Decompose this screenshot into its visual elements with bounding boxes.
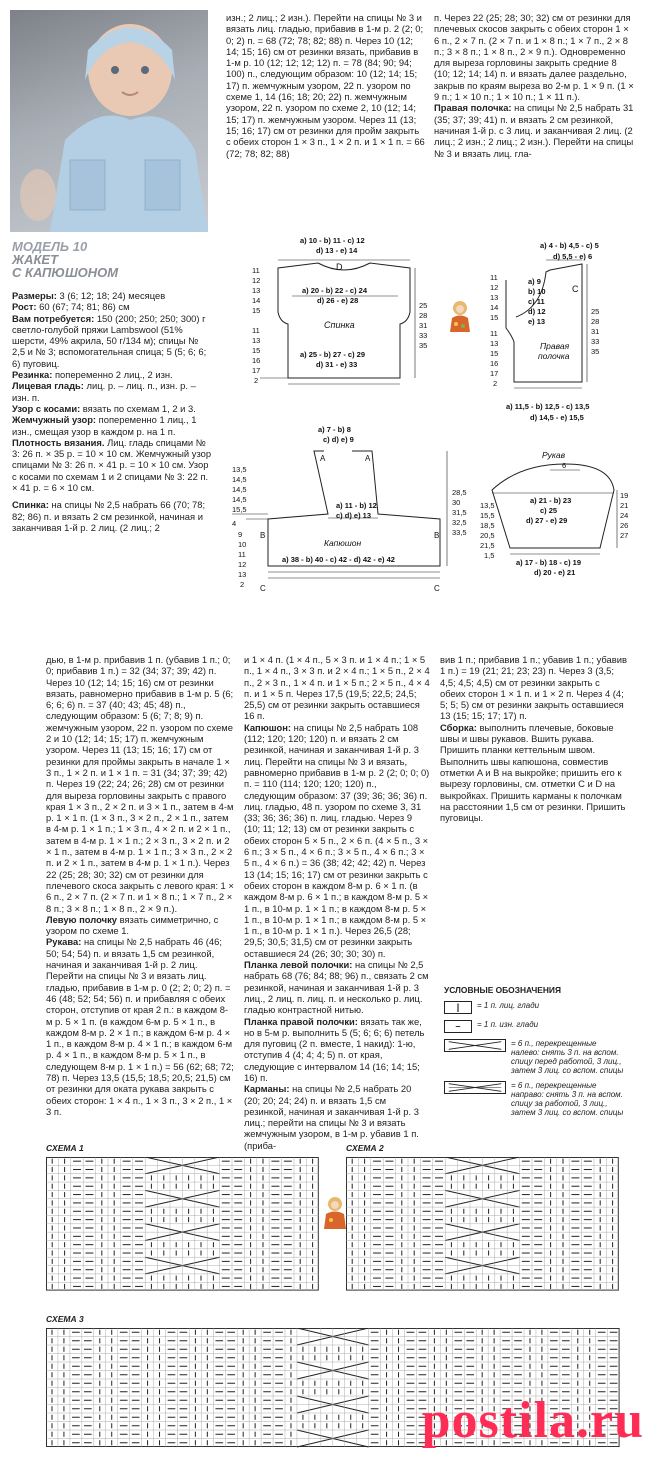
sleeve-mid-1: a) 21 - b) 23 — [530, 496, 572, 505]
front-inner-4: e) 13 — [528, 317, 546, 326]
pattern-schematics — [220, 232, 640, 622]
need-label: Вам потребуется: — [12, 312, 95, 324]
sleeve-six: 6 — [562, 461, 567, 470]
hood-left2-2: 11 — [238, 550, 246, 559]
front-bot-2: d) 14,5 - e) 15,5 — [530, 413, 584, 422]
knit-symbol: | — [444, 1001, 472, 1014]
hood-a-left: A — [320, 454, 326, 463]
hood-right-0: 28,5 — [452, 488, 467, 497]
top-column-2 — [226, 12, 426, 212]
back-text-end: п. Через 22 (25; 28; 30; 32) см от резинки для плечевых скосов закрыть с обеих сторон 1 × 6 п., 2 × 7 п. (2 × 7 п. и 1 × 8 п.; 1 × 7 п., 2 × 8 п.; 3 × 8 п.; 1 × 8 п., 2 × 9 п.). Одновременно для выреза горловины закрыть средние 8 (10; 12; 14; 14) п. и вязать далее раздельно, закрыв по краям выреза во 2-м р. 1 × 9 п. (1 × 9 п.; 1 × 10 п.; 1 × 10 п.; 1 × 11 п.). — [434, 12, 634, 103]
legend — [444, 985, 624, 1123]
height-text: 60 (67; 74; 81; 86) см — [36, 301, 130, 313]
hood-c-left: C — [260, 584, 266, 593]
back-label: Спинка: — [12, 499, 49, 511]
sleeve-bot-2: d) 20 - e) 21 — [534, 568, 576, 577]
top-column-3 — [434, 12, 634, 212]
watermark: postila.ru — [421, 1392, 644, 1449]
hood-top-1: a) 7 - b) 8 — [318, 425, 351, 434]
hood-left-3: 14,5 — [232, 495, 247, 504]
back-title: Спинка — [324, 320, 355, 330]
cable-right-symbol — [444, 1081, 506, 1094]
left-band-label: Планка левой полочки: — [244, 959, 353, 971]
hood-c-right: C — [434, 584, 440, 593]
sleeve-right-2: 24 — [620, 511, 629, 520]
back-text: на спицы № 2,5 набрать 66 (70; 78; 82; 86) п. и вязать 2 см резинкой, начиная и заканчивая 1-й р. 2 лиц. (2 лиц.; 2 — [12, 499, 206, 533]
hood-bot: a) 38 - b) 40 - c) 42 - d) 42 - e) 42 — [282, 555, 395, 564]
right-front-label: Правая полочка: — [434, 102, 512, 114]
cable-text: вязать по схемам 1, 2 и 3. — [80, 402, 196, 414]
sleeve-right-3: 26 — [620, 521, 629, 530]
front-top-1: a) 4 - b) 4,5 - c) 5 — [540, 241, 599, 250]
front-right-1: 28 — [591, 317, 600, 326]
mid-column-3 — [440, 654, 628, 914]
sleeve-title: Рукав — [542, 450, 566, 460]
front-left2-2: 15 — [490, 349, 499, 358]
legend-cable-right: = 6 п., перекрещенные направо: снять 3 п. на вспом. спицу за работой, 3 лиц., затем 3 лиц. со вспом. спицы — [511, 1081, 624, 1117]
sleeve-label: Рукава: — [46, 936, 82, 948]
gauge-label: Плотность вязания. — [12, 436, 105, 448]
hood-schematic — [232, 425, 467, 593]
hood-a-right: A — [365, 454, 371, 463]
mid-column-1 — [46, 654, 234, 1214]
legend-knit: = 1 п. лиц. глади — [477, 1001, 540, 1010]
back-top-1: a) 10 - b) 11 - c) 12 — [300, 236, 365, 245]
back-right-0: 25 — [419, 301, 428, 310]
rib-label: Резинка: — [12, 369, 53, 381]
back-right-4: 35 — [419, 341, 428, 350]
front-two: 2 — [493, 379, 498, 388]
sleeve-left-1: 15,5 — [480, 511, 495, 520]
back-left-4: 15 — [252, 306, 261, 315]
sizes-label: Размеры: — [12, 290, 57, 301]
model-subtitle-2: С КАПЮШОНОМ — [12, 265, 119, 280]
mid-column-2 — [244, 654, 430, 1214]
model-number: МОДЕЛЬ 10 — [12, 239, 88, 254]
back-bot-1: a) 25 - b) 27 - c) 29 — [300, 350, 366, 359]
front-left2-0: 11 — [490, 329, 498, 338]
front-title-1: Правая — [540, 341, 570, 351]
cable-left-symbol — [444, 1039, 506, 1052]
back-left-0: 11 — [252, 266, 260, 275]
hood-four: 4 — [232, 519, 237, 528]
right-front-schematic — [490, 241, 599, 422]
purl-symbol: – — [444, 1020, 472, 1033]
assembly-label: Сборка: — [440, 721, 477, 733]
back-left2-0: 11 — [252, 326, 260, 335]
back-left2-3: 16 — [252, 356, 261, 365]
seed-label: Жемчужный узор: — [12, 414, 97, 426]
sleeve-left2: 1,5 — [484, 551, 495, 560]
front-left-4: 15 — [490, 313, 499, 322]
right-front-text: на спицы № 2,5 набрать 31 (35; 37; 39; 41) п. и вязать 2 см резинкой, начиная 1-й р. с 3 лиц. и заканчивая 2 лиц. (2 лиц.; 2 изн.; 2 лиц.; 2 изн.). Перейти на спицы № 3 и вязать лиц. гла- — [434, 102, 634, 159]
sleeve-left-3: 20,5 — [480, 531, 495, 540]
front-left-1: 12 — [490, 283, 499, 292]
front-right-3: 33 — [591, 337, 600, 346]
intro-column — [12, 290, 212, 590]
need-text: 150 (200; 250; 250; 300) г светло-голубой пряжи Lambswool (51% шерсти, 49% акрила, 50 г/134 м); спицы № 2,5 и № 3; вспомогательная спица; 5 (5; 6; 6; 6) пуговиц. — [12, 312, 207, 369]
back-right-3: 33 — [419, 331, 428, 340]
front-left-2: 13 — [490, 293, 499, 302]
hood-label: Капюшон: — [244, 721, 292, 733]
doll-icon-2 — [322, 1196, 348, 1235]
legend-title: УСЛОВНЫЕ ОБОЗНАЧЕНИЯ — [444, 985, 561, 995]
pockets-cont: вив 1 п.; прибавив 1 п.; убавив 1 п.; убавив 1 п.) = 19 (21; 21; 23; 23) п. Через 3 (3,5; 4,5; 4,5; 4,5) см от резинки закрыть с обеих сторон 1 × 1 п. и 1 × 2 п. Через 4 (4; 5; 5; 5) см от резинки закрыть оставшиеся 13 (15; 15; 17; 17) п. — [440, 654, 627, 722]
hood-left-1: 14,5 — [232, 475, 247, 484]
scheme-3-label: СХЕМА 3 — [46, 1314, 84, 1324]
front-left-3: 14 — [490, 303, 499, 312]
baby-photo — [10, 10, 208, 232]
sleeve-text: на спицы № 2,5 набрать 46 (46; 50; 54; 54) п. и вязать 1,5 см резинкой, начиная и заканчивая 1-й р. 2 лиц. Перейти на спицы № 3 и вязать лиц. гладью, прибавив в 1-м р. 0 (2; 2; 0; 2) п. = 46 (48; 52; 54; 56) п. и прибавляя с обеих сторон, отступив от края 2 п.: в каждом 8-м р. 5 × 1 п. (в каждом 6-м р. 5 × 1 п., в каждом 8-м р. 2 × 1 п.; в каждом 6-м р. 4 × 1 п., в каждом 8-м р. 4 × 1 п.; в каждом 6-м р. 4 × 1 п., в каждом 8-м р. 5 × 1 п., в следующем 8-м р. 1 × 1 п.) = 56 (62; 68; 72; 78) п. Через 13,5 (15,5; 18,5; 20,5; 21,5) см от резинки для оката рукава закрыть с обеих сторон: 1 × 4 п., 1 × 3 п., 3 × 2 п., 1 × 3 п. — [46, 936, 234, 1117]
back-text-cont: изн.; 2 лиц.; 2 изн.). Перейти на спицы № 3 и вязать лиц. гладью, прибавив в 1-м р. 2 (2; 0; 0; 2) п. = 68 (72; 78; 82; 88) п. Через 10 (12; 14; 15; 16) см от резинки вязать, прибавив в 1-м р. 10 (12; 12; 12; 12) п. = 78 (84; 90; 94; 100) п., следующим образом: 10 (12; 14; 15; 17) п. жемчужным узором, 22 п. узором по схеме 1, 14 (16; 18; 20; 22) п. жемчужным узором, 22 п. узором по схеме 2, 10 (12; 14; 15; 17) п. жемчужным узором. Через 11 (13; 15; 16; 17) см от резинки для пройм закрыть с обеих сторон 1 × 3 п., 1 × 2 п. и 1 × 1 п. = 66 (72; 78; 82; 88) — [226, 12, 425, 159]
right-band-text: вязать так же, но в 5-м р. выполнить 5 (5; 6; 6; 6) петель для пуговиц (2 п. вместе, 1 накид): 1-ю, отступив 4 (4; 4; 4; 5) п. от края, следующие с интервалом 14 (16; 14; 15; 16) п. — [244, 1015, 425, 1083]
hood-title: Капюшон — [324, 538, 362, 548]
right-front-cont: дью, в 1-м р. прибавив 1 п. (убавив 1 п.; 0; 0; прибавив 1 п.) = 32 (34; 37; 39; 42) п. Через 10 (12; 14; 15; 16) см от резинки вязать, равномерно прибавив в 1-м р. 5 (6; 6; 6; 6) п. = 37 (40; 43; 45; 48) п., следующим образом: 5 (6; 7; 8; 9) п. жемчужным узором, 22 п. узором по схеме 2 и 10 (12; 14; 15; 17) п. жемчужным узором. Через 11 (13; 15; 16; 17) см от резинки для проймы закрыть в начале 1 × 3 п., 1 × 2 п. и 1 × 1 п. = 31 (34; 37; 39; 42) п. Через 19 (22; 24; 26; 28) см от резинки для выреза горловины закрыть с правого края 1 × 3 п., 2 × 2 п. и 3 × 1 п., затем в 4-м р. 1 × 1 п. (1 × 3 п., 3 × 2 п., 2 × 1 п., затем в 4-м р. 1 × 1 п.; 1 × 3 п., 4 × 2 п. и 2 × 1 п., затем в 4-м р. 1 × 1 п.; 2 × 3 п., 3 × 2 п. и 2 × 1 п., затем в 4-м р. 1 × 1 п.; 3 × 3 п., 2 × 2 п. и 2 × 1 п., затем в 4-м р. 1 × 1 п.). Через 22 (25; 28; 30; 32) см от резинки для плечевого скоса закрыть с левого края: 1 × 6 п., 2 × 7 п. (2 × 7 п. и 1 × 8 п.; 1 × 7 п., 2 × 8 п.; 3 × 8 п.; 1 × 8 п., 2 × 9 п.). — [46, 654, 234, 914]
sleeve-schematic — [480, 450, 628, 577]
front-inner-0: a) 9 — [528, 277, 541, 286]
seed-text: попеременно 1 лиц., 1 изн., смещая узор в каждом р. на 1 п. — [12, 414, 197, 437]
back-left2-1: 13 — [252, 336, 261, 345]
pockets-text: на спицы № 2,5 набрать 20 (20; 20; 24; 24) п. и вязать 1,5 см резинкой, начиная и заканчивая 1-й р. 3 лиц.; перейти на спицы № 3 и вязать жемчужным узором, в 1-м р. убавив 1 п. (приба- — [244, 1083, 419, 1151]
stst-label: Лицевая гладь: — [12, 380, 84, 392]
back-right-1: 28 — [419, 311, 428, 320]
hood-right-1: 30 — [452, 498, 461, 507]
front-inner-3: d) 12 — [528, 307, 546, 316]
front-inner-1: b) 10 — [528, 287, 546, 296]
sleeve-left-2: 18,5 — [480, 521, 495, 530]
pockets-label: Карманы: — [244, 1083, 290, 1095]
legend-purl: = 1 п. изн. глади — [477, 1020, 539, 1029]
back-right-2: 31 — [419, 321, 428, 330]
sleeve-right-1: 21 — [620, 501, 629, 510]
scheme-2-label: СХЕМА 2 — [346, 1143, 384, 1153]
hood-two: 2 — [240, 580, 245, 589]
back-left-2: 13 — [252, 286, 261, 295]
model-title — [12, 240, 212, 279]
front-c: C — [572, 284, 579, 294]
back-left2-2: 15 — [252, 346, 261, 355]
hood-text: на спицы № 2,5 набрать 108 (112; 120; 120; 120) п. и вязать 2 см резинкой, начиная и заканчивая 1-й р. 3 лиц. Перейти на спицы № 3 и вязать, равномерно прибавив в 1-м р. 2 (2; 0; 0; 0) п. = 110 (114; 120; 120; 120) п., следующим образом: 37 (39; 36; 36; 36) п. лиц. гладью, 48 п. узором по схеме 3, 31 (33; 36; 36; 36) п. лиц. гладью. Через 9 (10; 11; 12; 13) см от резинки закрыть с обеих сторон 5 × 5 п., 2 × 6 п. (4 × 5 п., 3 × 6 п.; 3 × 5 п., 4 × 6 п.; 3 × 5 п., 4 × 6 п.; 3 × 5 п., 4 × 6 п.) = 36 (38; 42; 42; 42) п. Через 13 (14; 15; 16; 17) см от резинки закрыть с обеих сторон в каждом 8-м р. 6 × 1 п. (в каждом 8-м р. 6 × 1 п.; в каждом 8-м р. 5 × 1 п., в 10-м р. 1 × 1 п.; в каждом 8-м р. 5 × 1 п., в 10-м р. 1 × 1 п.; в каждом 8-м р. 5 × 1 п., в 10-м р. 1 × 1 п.). Через 26,5 (28; 29,5; 30,5; 31,5) см от резинки закрыть оставшиеся 24 (26; 30; 30; 30) п. — [244, 721, 430, 959]
legend-cable-left: = 6 п., перекрещенные налево: снять 3 п. на вспом. спицу перед работой, 3 лиц., затем 3 лиц. со вспом. спицы — [511, 1039, 624, 1075]
front-left2-1: 13 — [490, 339, 499, 348]
hood-left-2: 14,5 — [232, 485, 247, 494]
hood-right-2: 31,5 — [452, 508, 467, 517]
hood-left-4: 15,5 — [232, 505, 247, 514]
scheme-1-grid — [46, 1157, 320, 1291]
back-bot-2: d) 31 - e) 33 — [316, 360, 358, 369]
sleeve-left-4: 21,5 — [480, 541, 495, 550]
hood-left2-1: 10 — [238, 540, 247, 549]
assembly-text: выполнить плечевые, боковые швы и швы рукавов. Вшить рукава. Пришить планки кеттельным швом. Выполнить швы капюшона, совместив отметки A и B на выкройке; пришить его к вырезу горловины, см. отметки C и D на выкройках. Пришить карманы к полочкам на расстоянии 1,5 см от резинки. Пришить пуговицы. — [440, 721, 626, 824]
front-top-2: d) 5,5 - e) 6 — [553, 252, 593, 261]
back-schematic — [252, 236, 427, 385]
sleeve-left-0: 13,5 — [480, 501, 495, 510]
height-label: Рост: — [12, 301, 37, 313]
left-front-label: Левую полочку — [46, 913, 117, 925]
sizes-text: 3 (6; 12; 18; 24) месяцев — [56, 290, 166, 301]
front-right-2: 31 — [591, 327, 600, 336]
front-left2-3: 16 — [490, 359, 499, 368]
hood-left2-3: 12 — [238, 560, 247, 569]
back-mid-1: a) 20 - b) 22 - c) 24 — [302, 286, 368, 295]
left-front-text: вязать симметрично, с узором по схеме 1. — [46, 913, 219, 937]
hood-mid-2: c) d) e) 13 — [336, 511, 372, 520]
back-left-3: 14 — [252, 296, 261, 305]
hood-b-right: B — [434, 531, 440, 540]
front-inner-2: c) 11 — [528, 297, 545, 306]
front-left2-4: 17 — [490, 369, 499, 378]
front-bot-1: a) 11,5 - b) 12,5 - c) 13,5 — [506, 402, 590, 411]
sleeve-mid-3: d) 27 - e) 29 — [526, 516, 568, 525]
front-right-4: 35 — [591, 347, 600, 356]
back-left2-4: 17 — [252, 366, 261, 375]
rib-text: попеременно 2 лиц., 2 изн. — [52, 369, 173, 381]
hood-right-4: 33,5 — [452, 528, 467, 537]
hood-left-0: 13,5 — [232, 465, 247, 474]
back-d: D — [336, 262, 343, 272]
sleeve-mid-2: c) 25 — [540, 506, 558, 515]
model-subtitle-1: ЖАКЕТ — [12, 252, 59, 267]
sleeve-bot-1: a) 17 - b) 18 - c) 19 — [516, 558, 582, 567]
baby-illustration — [10, 10, 208, 232]
scheme-1-label: СХЕМА 1 — [46, 1143, 84, 1153]
cable-label: Узор с косами: — [12, 402, 81, 414]
doll-icon — [450, 301, 470, 332]
left-band-text: на спицы № 2,5 набрать 68 (76; 84; 88; 96) п., связать 2 см резинкой, начиная и заканчивая 1-й р. 3 лиц., 2 лиц. п. лиц. п. и несколько р. лиц. гладью контрастной нитью. — [244, 959, 429, 1016]
gauge-text: Лиц. гладь спицами № 3: 26 п. × 35 р. = 10 × 10 см. Жемчужный узор спицами № 3: 26 п. × 41 р. = 10 × 10 см. Узор с косами по схемам 1 и 2 спицами № 3: 22 п. × 41 р. = 6 × 10 см. — [12, 436, 212, 494]
back-left-1: 12 — [252, 276, 261, 285]
back-top-2: d) 13 - e) 14 — [316, 246, 358, 255]
hood-left2-0: 9 — [238, 530, 243, 539]
sleeve-cont: и 1 × 4 п. (1 × 4 п., 5 × 3 п. и 1 × 4 п.; 1 × 5 п., 1 × 4 п., 3 × 3 п. и 2 × 4 п.; 1 × 5 п., 2 × 4 п., 2 × 3 п., 1 × 4 п. и 1 × 5 п.; 2 × 5 п., 4 × 4 п. и 1 × 5 п. Через 17,5 (19,5; 22,5; 24,5; 25,5) см от резинки закрыть оставшиеся 16 п. — [244, 654, 430, 722]
right-band-label: Планка правой полочки: — [244, 1015, 358, 1027]
hood-top-2: c) d) e) 9 — [323, 435, 354, 444]
hood-b-left: B — [260, 531, 266, 540]
front-right-0: 25 — [591, 307, 600, 316]
back-two: 2 — [254, 376, 259, 385]
scheme-2-grid — [346, 1157, 620, 1291]
sleeve-right-0: 19 — [620, 491, 629, 500]
front-left-0: 11 — [490, 273, 498, 282]
sleeve-right-4: 27 — [620, 531, 629, 540]
hood-right-3: 32,5 — [452, 518, 467, 527]
hood-mid-1: a) 11 - b) 12 — [336, 501, 377, 510]
front-title-2: полочка — [538, 351, 570, 361]
stst-text: лиц. р. – лиц. п., изн. р. – изн. п. — [12, 380, 196, 403]
hood-left2-4: 13 — [238, 570, 247, 579]
back-mid-2: d) 26 - e) 28 — [317, 296, 359, 305]
